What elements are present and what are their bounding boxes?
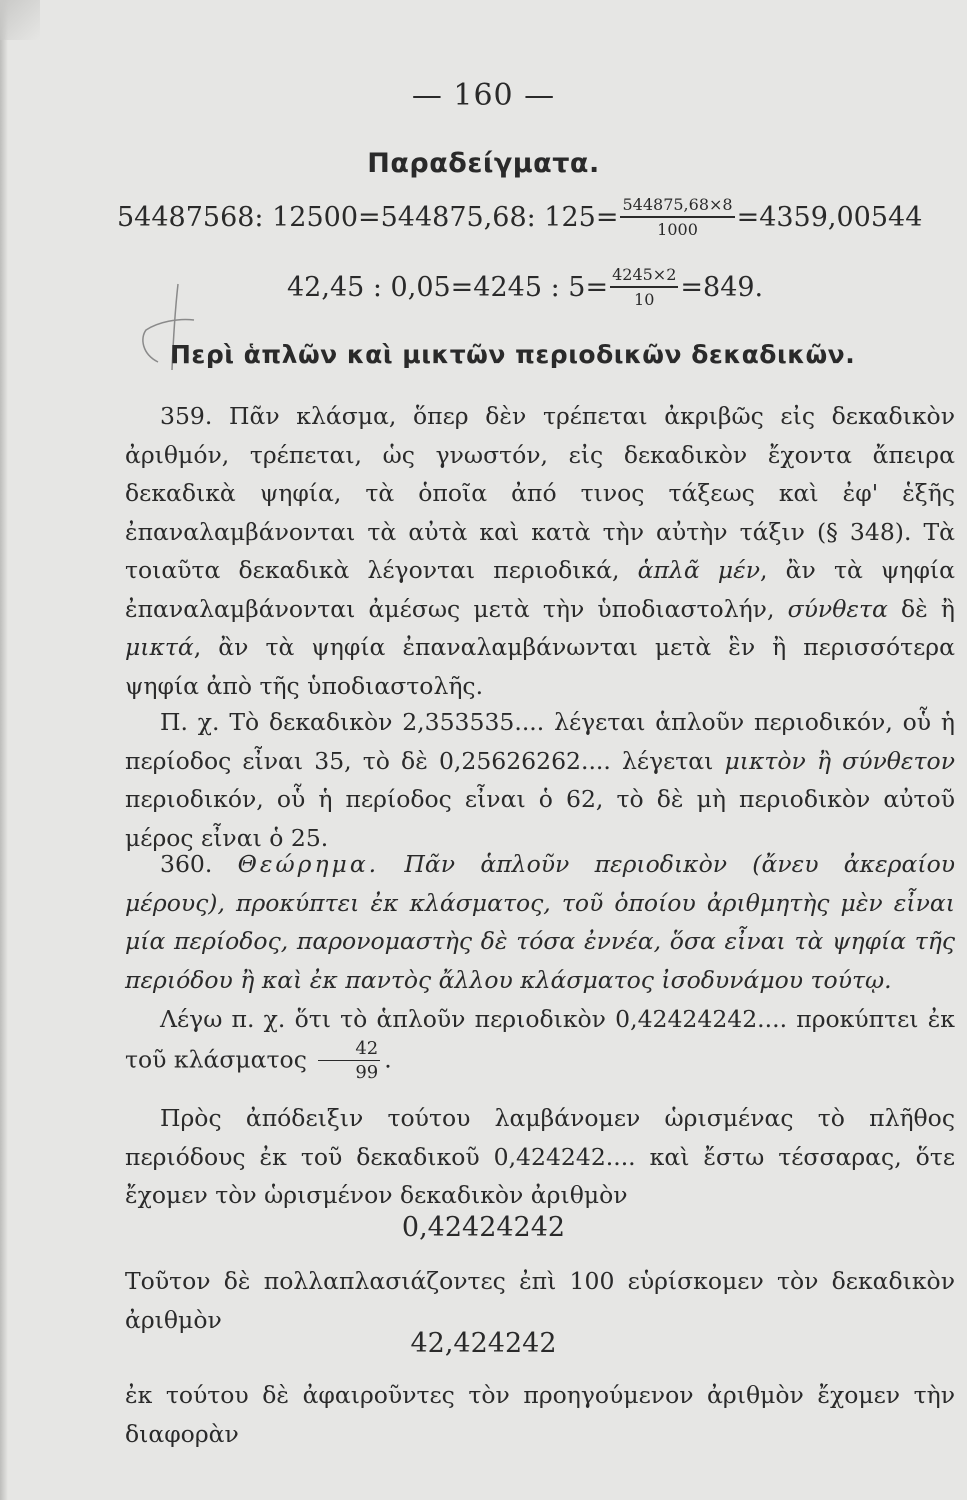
section-heading: Περὶ ἁπλῶν καὶ μικτῶν περιοδικῶν δεκαδικῶν. (170, 340, 856, 369)
fraction-42-99 (318, 1039, 380, 1083)
p360-number: 360. (160, 850, 238, 878)
example1-fraction (620, 196, 734, 239)
pex-part-a: Π. χ. Τὸ δεκαδικὸν 2,353535.... λέγεται ἁπλοῦν περιοδικόν, οὗ ἡ περίοδος εἶναι 35, τὸ δὲ 0,25626262.... λέγεται (125, 708, 955, 775)
paragraph-mult-text: Τοῦτον δὲ πολλαπλασιάζοντες ἐπὶ 100 εὑρίσκομεν τὸν δεκαδικὸν ἀριθμὸν (125, 1267, 955, 1334)
example2-left: 42,45 : 0,05=4245 : 5= (287, 272, 609, 303)
paragraph-last-text: ἐκ τούτου δὲ ἀφαιροῦντες τὸν προηγούμενον ἀριθμὸν ἔχομεν τὴν διαφορὰν (125, 1381, 955, 1448)
example-equation-2 (287, 266, 763, 309)
paragraph-last (125, 1376, 955, 1453)
page-number: — 160 — (411, 78, 556, 113)
example2-right: =849. (680, 272, 764, 303)
paragraph-proof (125, 1099, 955, 1215)
example1-denominator: 1000 (657, 220, 698, 239)
paragraph-lego-text (125, 1000, 955, 1083)
p359-italic-compound: σύνθετα (787, 594, 888, 623)
example2-denominator: 10 (634, 290, 655, 309)
paragraph-proof-text: Πρὸς ἀπόδειξιν τούτου λαμβάνομεν ὡρισμένας τὸ πλῆθος περιόδους ἐκ τοῦ δεκαδικοῦ 0,424242.... καὶ ἔστω τέσσαρας, ὅτε ἔχομεν τὸν ὡρισμένον δεκαδικὸν ἀριθμὸν (125, 1104, 955, 1209)
p359-part-a: 359. Πᾶν κλάσμα, ὅπερ δὲν τρέπεται ἀκριβῶς εἰς δεκαδικὸν ἀριθμόν, τρέπεται, ὡς γνωστόν, εἰς δεκαδικὸν ἔχοντα ἄπειρα δεκαδικὰ ψηφία, τὰ ὁποῖα ἀπό τινος τάξεως καὶ ἐφ' ἑξῆς ἐπαναλαμβάνονται τὰ αὐτὰ καὶ κατὰ τὴν αὐτὴν τάξιν (§ 348). Τὰ τοιαῦτα δεκαδικὰ λέγονται περιοδικά, (125, 402, 955, 584)
example1-right: =4359,00544 (736, 202, 923, 233)
page-corner-shadow (0, 0, 40, 40)
paragraph-359-text (125, 397, 955, 705)
fraction-denominator: 99 (355, 1061, 379, 1083)
example1-left: 54487568: 12500=544875,68: 125= (117, 202, 619, 233)
p359-italic-mixed: μικτά (125, 633, 194, 661)
p359-part-e: δὲ ἢ (887, 594, 956, 623)
plego-part-b: . (384, 1045, 392, 1073)
pex-part-c: περιοδικόν, οὗ ἡ περίοδος εἶναι ὁ 62, τὸ δὲ μὴ περιοδικὸν αὐτοῦ μέρος εἶναι ὁ 25. (125, 785, 955, 852)
theorem-text: Πᾶν ἁπλοῦν περιοδικὸν (ἄνευ ἀκεραίου μέρους), προκύπτει ἐκ κλάσματος, τοῦ ὁποίου ἀριθμητὴς μὲν εἶναι μία περίοδος, παρονομαστὴς δὲ τόσα ἐννέα, ὅσα εἶναι τὰ ψηφία τῆς περιόδου ἢ καὶ ἐκ παντὸς ἄλλου κλάσματος ἰσοδυνάμου τούτῳ. (125, 850, 956, 994)
p359-italic-simple: ἁπλᾶ μέν (637, 556, 761, 584)
p359-part-g: , ἂν τὰ ψηφία ἐπαναλαμβάνωνται μετὰ ἓν ἢ περισσότερα ψηφία ἀπὸ τῆς ὑποδιαστολῆς. (125, 633, 955, 700)
examples-heading: Παραδείγματα. (367, 148, 600, 179)
paragraph-example (125, 703, 955, 857)
example1-numerator: 544875,68×8 (620, 196, 734, 218)
pex-italic: μικτὸν ἢ σύνθετον (724, 746, 955, 775)
decimal-value-1: 0,42424242 (401, 1212, 566, 1243)
theorem-label: Θεώρημα. (237, 850, 380, 878)
example2-numerator: 4245×2 (610, 266, 678, 288)
paragraph-360 (125, 845, 955, 999)
decimal-value-2: 42,424242 (410, 1328, 557, 1359)
example-equation-1 (117, 196, 922, 239)
example2-fraction (610, 266, 678, 309)
p359-part-c: , ἂν τὰ ψηφία ἐπαναλαμβάνονται ἀμέσως μετὰ τὴν ὑποδιαστολήν, (125, 556, 956, 623)
paragraph-example-text (125, 703, 955, 857)
paragraph-359 (125, 397, 955, 705)
paragraph-lego (125, 1000, 955, 1083)
fraction-numerator: 42 (318, 1039, 380, 1061)
paragraph-360-text (125, 845, 955, 999)
plego-part-a: Λέγω π. χ. ὅτι τὸ ἁπλοῦν περιοδικὸν 0,42424242.... προκύπτει ἐκ τοῦ κλάσματος (125, 1005, 955, 1073)
page-edge-shadow (0, 0, 8, 1500)
